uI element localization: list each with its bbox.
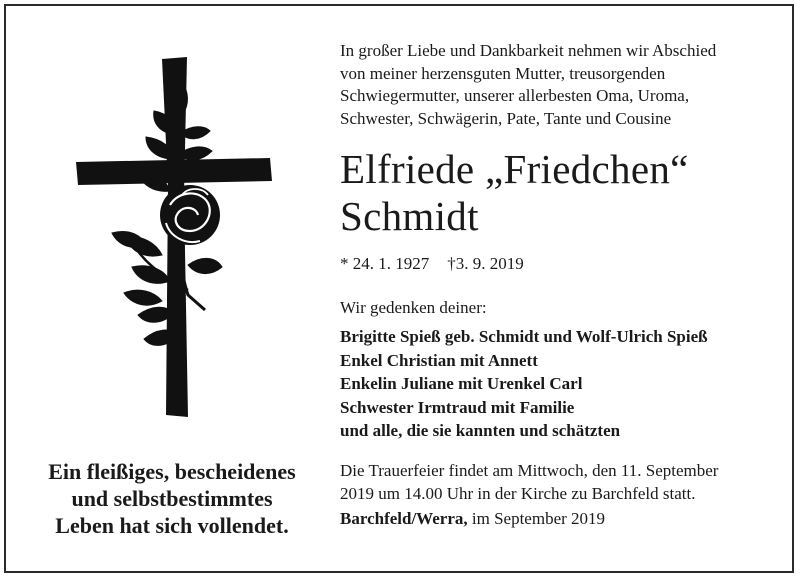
intro-line: In großer Liebe und Dankbarkeit nehmen wir Abschied (340, 41, 717, 60)
mourner-line: Enkelin Juliane mit Urenkel Carl (340, 374, 583, 393)
motto-line: Ein fleißiges, bescheidenes (48, 459, 296, 484)
mourner-line: Schwester Irmtraud mit Familie (340, 397, 575, 417)
deceased-name-line2: Schmidt (340, 193, 479, 239)
mourners-list (340, 325, 708, 443)
intro-line: Schwester, Schwägerin, Pate, Tante und Cousine (340, 108, 672, 128)
place-and-date (340, 509, 605, 529)
motto-line: und selbstbestimmtes (71, 486, 273, 511)
intro-text (340, 40, 716, 130)
place-name: Barchfeld/Werra, (340, 509, 468, 528)
funeral-line: 2019 um 14.00 Uhr in der Kirche zu Barchfeld statt. (340, 484, 696, 503)
life-dates (340, 254, 524, 274)
cross-with-rose-icon (70, 55, 280, 420)
motto (22, 458, 322, 539)
funeral-line: Die Trauerfeier findet am Mittwoch, den 11. September (340, 461, 719, 480)
place-date: im September 2019 (467, 509, 606, 528)
motto-line: Leben hat sich vollendet. (55, 513, 289, 538)
mourner-line: Brigitte Spieß geb. Schmidt und Wolf-Ulrich Spieß (340, 327, 708, 346)
birth-date: * 24. 1. 1927 (340, 254, 430, 273)
intro-line: von meiner herzensguten Mutter, treusorgenden (340, 63, 666, 83)
deceased-name-line1: Elfriede „Friedchen“ (340, 146, 689, 192)
funeral-info (340, 459, 718, 505)
deceased-name (340, 146, 689, 240)
mourner-line: und alle, die sie kannten und schätzten (340, 421, 621, 440)
intro-line: Schwiegermutter, unserer allerbesten Oma, Uroma, (340, 86, 690, 105)
remember-heading: Wir gedenken deiner: (340, 298, 487, 317)
mourner-line: Enkel Christian mit Annett (340, 350, 538, 370)
death-date: †3. 9. 2019 (447, 254, 524, 273)
rose-icon (160, 185, 220, 245)
